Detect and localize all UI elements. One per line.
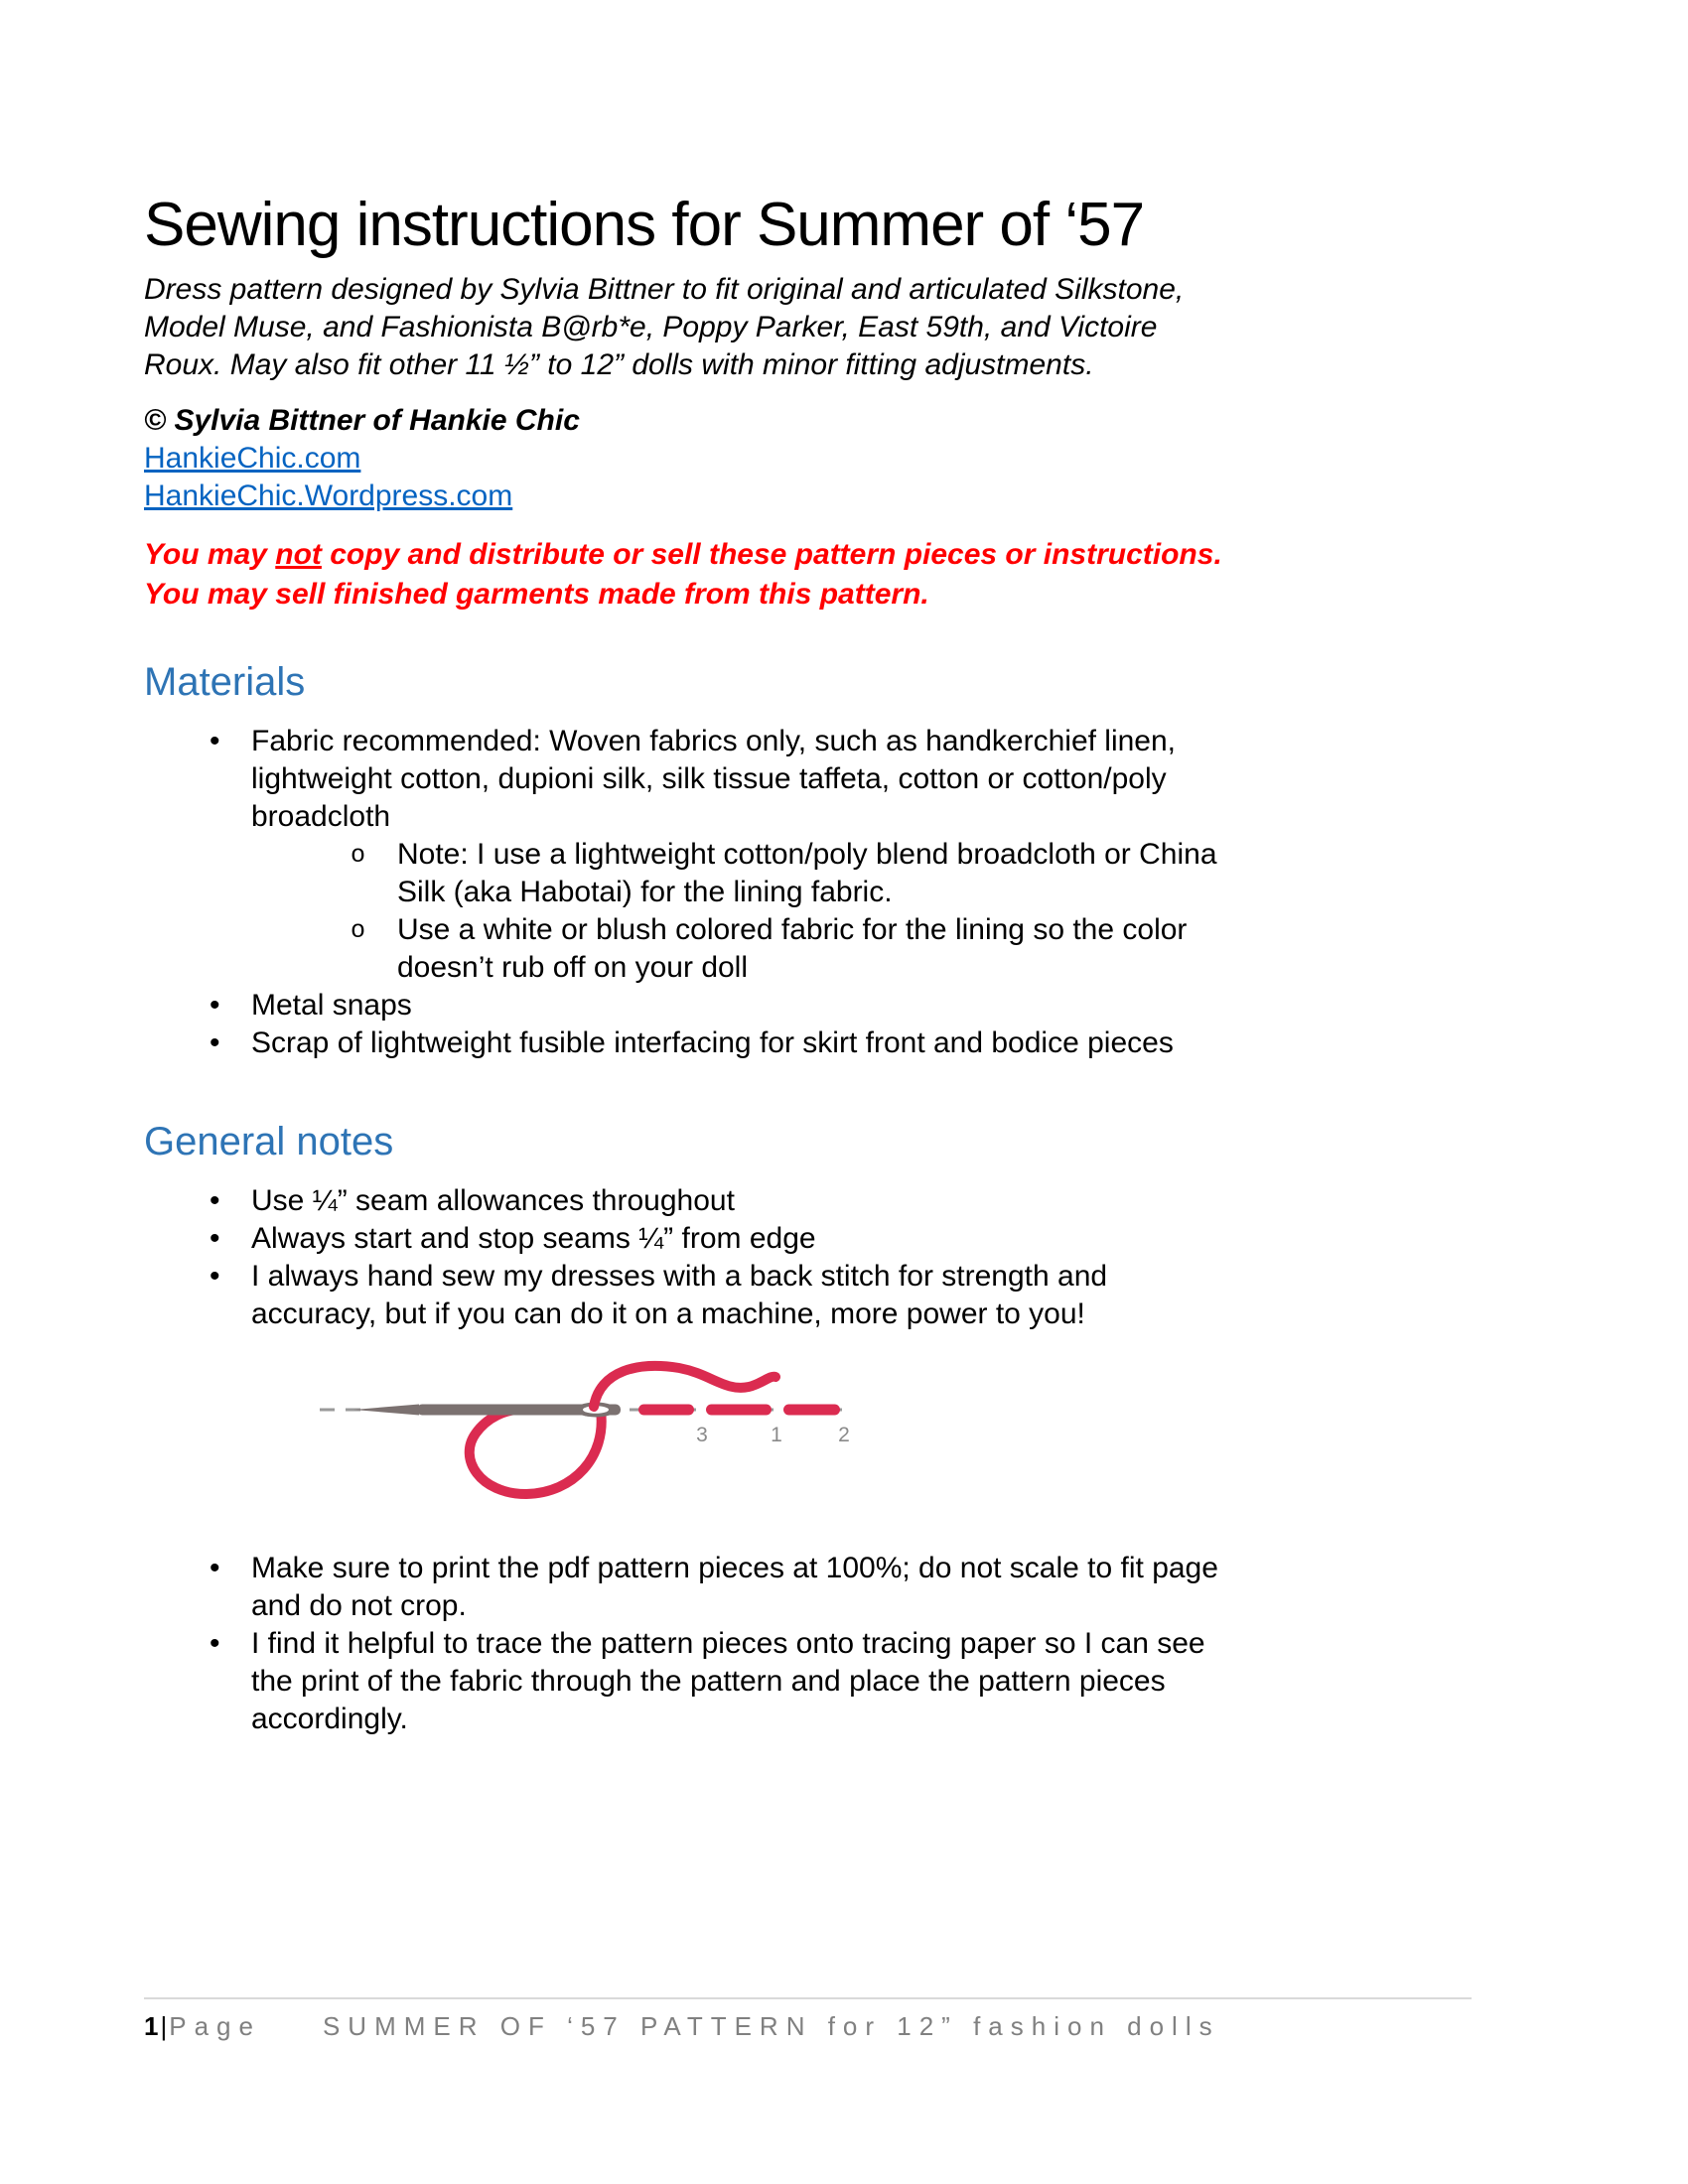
needle-tip (353, 1405, 419, 1416)
list-item-sub: o Use a white or blush colored fabric for the lining so the color doesn’t rub off on your doll (144, 911, 1231, 987)
stitch-segment (706, 1405, 772, 1416)
materials-list (144, 723, 1231, 1062)
list-item: • Always start and stop seams ¼” from edge (144, 1220, 1231, 1258)
list-item: • Make sure to print the pdf pattern pieces at 100%; do not scale to fit page and do not crop. (144, 1550, 1231, 1625)
back-stitch-figure (308, 1353, 854, 1522)
stitch-segment (783, 1405, 840, 1416)
general-notes-heading: General notes (144, 1120, 394, 1164)
list-item: • Scrap of lightweight fusible interfacing for skirt front and bodice pieces (144, 1024, 1231, 1062)
notice-line-1: You may not copy and distribute or sell these pattern pieces or instructions. (144, 538, 1222, 572)
stitch-segment (638, 1405, 694, 1416)
notice-line-2: You may sell finished garments made from this pattern. (144, 578, 929, 612)
thread-tail (594, 1366, 775, 1407)
stitch-label: 1 (771, 1424, 782, 1447)
materials-heading: Materials (144, 660, 306, 705)
copyright-notice (144, 535, 1231, 614)
link-list (144, 440, 1231, 515)
hankiechic-link[interactable]: HankieChic.com (144, 442, 361, 476)
list-item-sub: o Note: I use a lightweight cotton/poly blend broadcloth or China Silk (aka Habotai) for the lining fabric. (144, 836, 1231, 911)
footer-separator: | (160, 2011, 170, 2041)
page-label: Page (169, 2011, 261, 2041)
copyright-line: © Sylvia Bittner of Hankie Chic (144, 404, 580, 438)
list-item: • Metal snaps (144, 987, 1231, 1024)
intro-paragraph: Dress pattern designed by Sylvia Bittner to fit original and articulated Silkstone, Model Muse, and Fashionista B@rb*e, Poppy Parker, East 59th, and Victoire Roux. May also fit other 11 ½” to 12” dolls with minor fitting adjustments. (144, 273, 1185, 382)
list-item: • Use ¼” seam allowances throughout (144, 1182, 1231, 1220)
list-item: • I find it helpful to trace the pattern pieces onto tracing paper so I can see the print of the fabric through the pattern and place the pattern pieces accordingly. (144, 1625, 1231, 1738)
stitch-label: 3 (696, 1424, 708, 1447)
general-notes-list-continued (144, 1550, 1231, 1738)
thread-loop (470, 1410, 602, 1494)
list-item: • Fabric recommended: Woven fabrics only, such as handkerchief linen, lightweight cotton, dupioni silk, silk tissue taffeta, cotton or cotton/poly broadcloth (144, 723, 1231, 836)
page-title: Sewing instructions for Summer of ‘57 (144, 191, 1145, 259)
footer-text (144, 2011, 1472, 2042)
wordpress-link[interactable]: HankieChic.Wordpress.com (144, 479, 513, 513)
page-number: 1 (144, 2011, 161, 2041)
footer-divider (144, 1997, 1472, 1999)
page-footer (144, 1997, 1472, 2042)
list-item: • I always hand sew my dresses with a back stitch for strength and accuracy, but if you can do it on a machine, more power to you! (144, 1258, 1231, 1333)
stitch-label: 2 (838, 1424, 850, 1447)
back-stitch-diagram (308, 1353, 854, 1522)
document-page (144, 191, 1231, 1738)
general-notes-list (144, 1182, 1231, 1333)
notice-underlined-not: not (275, 538, 322, 572)
footer-doc-title: SUMMER OF ‘57 PATTERN for 12” fashion dolls (322, 2011, 1220, 2041)
